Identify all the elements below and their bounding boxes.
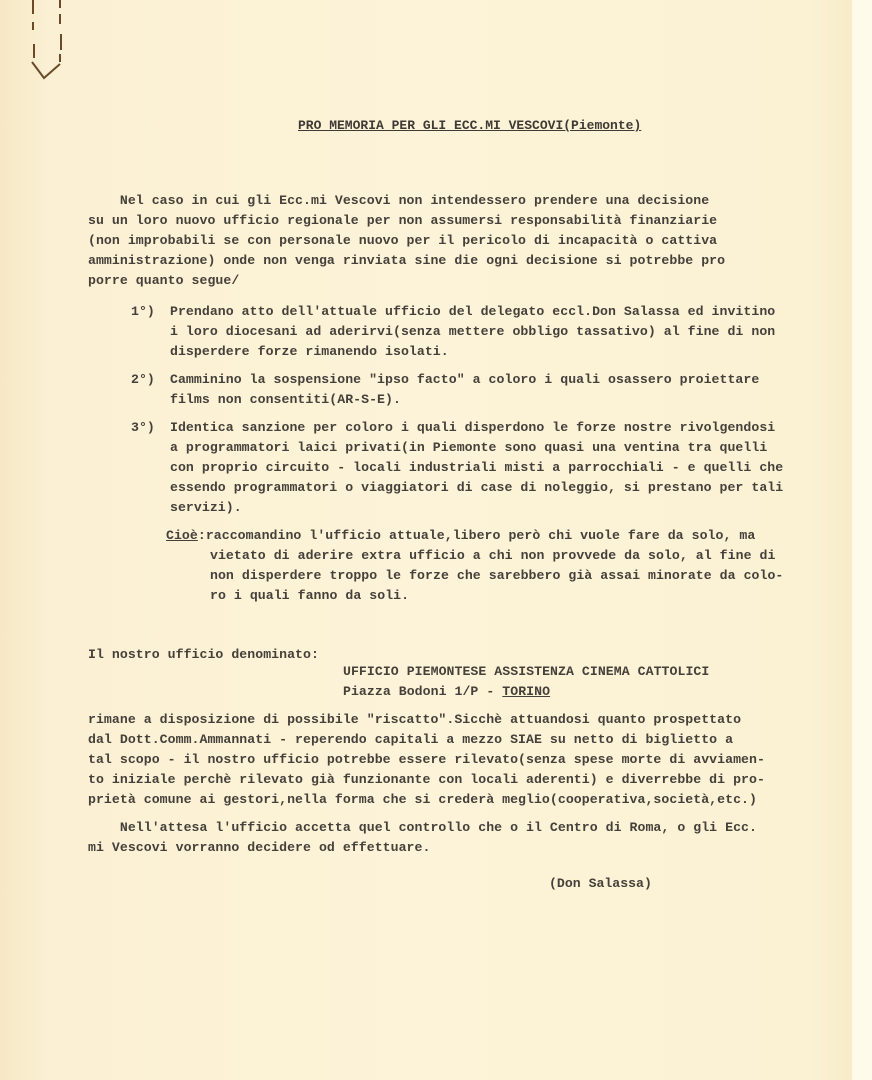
point-line: servizi). [170,500,242,515]
point-line: i loro diocesani ad aderirvi(senza mettere obbligo tassativo) al fine di non [170,324,776,339]
point-line: Identica sanzione per coloro i quali disperdono le forze nostre rivolgendosi [170,420,776,435]
point-line: a programmatori laici privati(in Piemonte sono quasi una ventina tra quelli [170,440,768,455]
paper-edge [852,0,872,1080]
point-number: 3°) [131,420,155,435]
point-line: essendo programmatori o viaggiatori di case di noleggio, si prestano per tali [170,480,784,495]
point-line: con proprio circuito - locali industriali misti a parrocchiali - e quelli che [170,460,784,475]
body-line: rimane a disposizione di possibile "riscatto".Sicchè attuandosi quanto prospettato [88,712,742,727]
cioe-line: vietato di aderire extra ufficio a chi non provvede da solo, al fine di [210,548,776,563]
intro-line: Nel caso in cui gli Ecc.mi Vescovi non intendessero prendere una decisione [88,193,710,208]
intro-line: (non improbabili se con personale nuovo per il pericolo di incapacità o cattiva [88,233,718,248]
staple-mark-icon [30,0,70,84]
intro-line: porre quanto segue/ [88,273,240,288]
cioe-line: non disperdere troppo le forze che sarebbero già assai minorate da colo- [210,568,784,583]
closing-line: mi Vescovi vorranno decidere od effettuare. [88,840,431,855]
intro-line: amministrazione) onde non venga rinviata sine die ogni decisione si potrebbe pro [88,253,726,268]
body-line: tal scopo - il nostro ufficio potrebbe essere rilevato(senza spese morte di avviamen- [88,752,765,767]
point-number: 1°) [131,304,155,319]
office-address: Piazza Bodoni 1/P - [343,684,503,699]
point-line: Prendano atto dell'attuale ufficio del delegato eccl.Don Salassa ed invitino [170,304,776,319]
closing-line: Nell'attesa l'ufficio accetta quel controllo che o il Centro di Roma, o gli Ecc. [88,820,757,835]
body-line: prietà comune ai gestori,nella forma che si crederà meglio(cooperativa,società,etc.) [88,792,757,807]
intro-line: su un loro nuovo ufficio regionale per non assumersi responsabilità finanziarie [88,213,718,228]
document-title: PRO MEMORIA PER GLI ECC.MI VESCOVI(Piemonte) [298,118,642,133]
body-line: to iniziale perchè rilevato già funzionante con locali aderenti) e diverrebbe di pro- [88,772,765,787]
cioe-label: Cioè [166,528,198,543]
signature: (Don Salassa) [549,876,652,891]
office-name: UFFICIO PIEMONTESE ASSISTENZA CINEMA CATTOLICI [343,664,710,679]
office-city: TORINO [502,684,551,699]
point-line: films non consentiti(AR-S-E). [170,392,401,407]
point-line: Camminino la sospensione "ipso facto" a coloro i quali osassero proiettare [170,372,760,387]
cioe-line: ro i quali fanno da soli. [210,588,410,603]
office-intro: Il nostro ufficio denominato: [88,647,319,662]
point-line: disperdere forze rimanendo isolati. [170,344,449,359]
cioe-line: :raccomandino l'ufficio attuale,libero però chi vuole fare da solo, ma [197,528,756,543]
point-number: 2°) [131,372,155,387]
body-line: dal Dott.Comm.Ammannati - reperendo capitali a mezzo SIAE su netto di biglietto a [88,732,734,747]
